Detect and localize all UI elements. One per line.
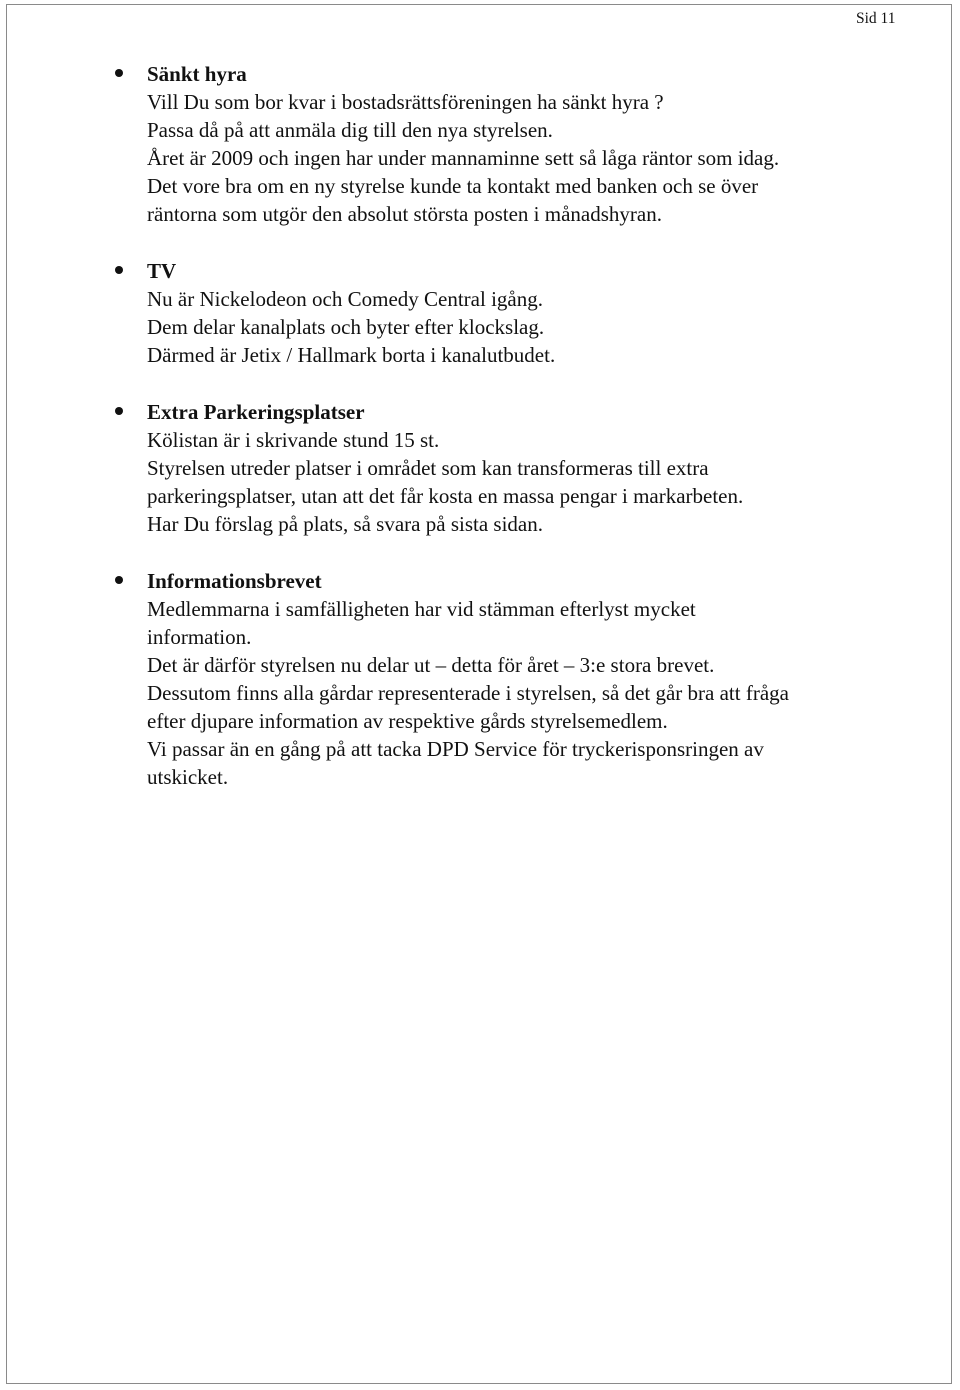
paragraph-line: Nu är Nickelodeon och Comedy Central igång.: [147, 287, 543, 311]
paragraph-line: Passa då på att anmäla dig till den nya styrelsen.: [147, 118, 553, 142]
section-tv: [147, 257, 937, 369]
paragraph-line: Det vore bra om en ny styrelse kunde ta kontakt med banken och se över: [147, 174, 759, 198]
section-informationsbrevet: [147, 567, 937, 791]
section-heading: Informationsbrevet: [147, 569, 322, 593]
paragraph-line: Styrelsen utreder platser i området som kan transformeras till extra: [147, 456, 709, 480]
paragraph-line: Dessutom finns alla gårdar representerade i styrelsen, så det går bra att fråga: [147, 681, 789, 705]
section-sankt-hyra: [147, 60, 937, 228]
paragraph-line: Vi passar än en gång på att tacka DPD Service för tryckerisponsringen av: [147, 737, 764, 761]
page-number: Sid 11: [856, 10, 896, 27]
paragraph-line: Medlemmarna i samfälligheten har vid stämman efterlyst mycket: [147, 597, 696, 621]
paragraph-line: Det är därför styrelsen nu delar ut – detta för året – 3:e stora brevet.: [147, 653, 715, 677]
paragraph-line: Vill Du som bor kvar i bostadsrättsföreningen ha sänkt hyra ?: [147, 90, 664, 114]
section-heading: TV: [147, 259, 177, 283]
paragraph-line: Därmed är Jetix / Hallmark borta i kanalutbudet.: [147, 343, 556, 367]
section-extra-parkeringsplatser: [147, 398, 937, 538]
bullet-icon: [115, 576, 123, 584]
bullet-icon: [115, 69, 123, 77]
paragraph-line: efter djupare information av respektive gårds styrelsemedlem.: [147, 709, 668, 733]
bullet-icon: [115, 407, 123, 415]
paragraph-line: Har Du förslag på plats, så svara på sista sidan.: [147, 512, 543, 536]
paragraph-line: Året är 2009 och ingen har under mannaminne sett så låga räntor som idag.: [147, 146, 780, 170]
paragraph-line: information.: [147, 625, 252, 649]
paragraph-line: Dem delar kanalplats och byter efter klockslag.: [147, 315, 545, 339]
bullet-icon: [115, 266, 123, 274]
paragraph-line: räntorna som utgör den absolut största posten i månadshyran.: [147, 202, 662, 226]
paragraph-line: Kölistan är i skrivande stund 15 st.: [147, 428, 440, 452]
section-heading: Extra Parkeringsplatser: [147, 400, 365, 424]
paragraph-line: utskicket.: [147, 765, 229, 789]
paragraph-line: parkeringsplatser, utan att det får kosta en massa pengar i markarbeten.: [147, 484, 744, 508]
document-body: [147, 60, 937, 820]
section-heading: Sänkt hyra: [147, 62, 247, 86]
